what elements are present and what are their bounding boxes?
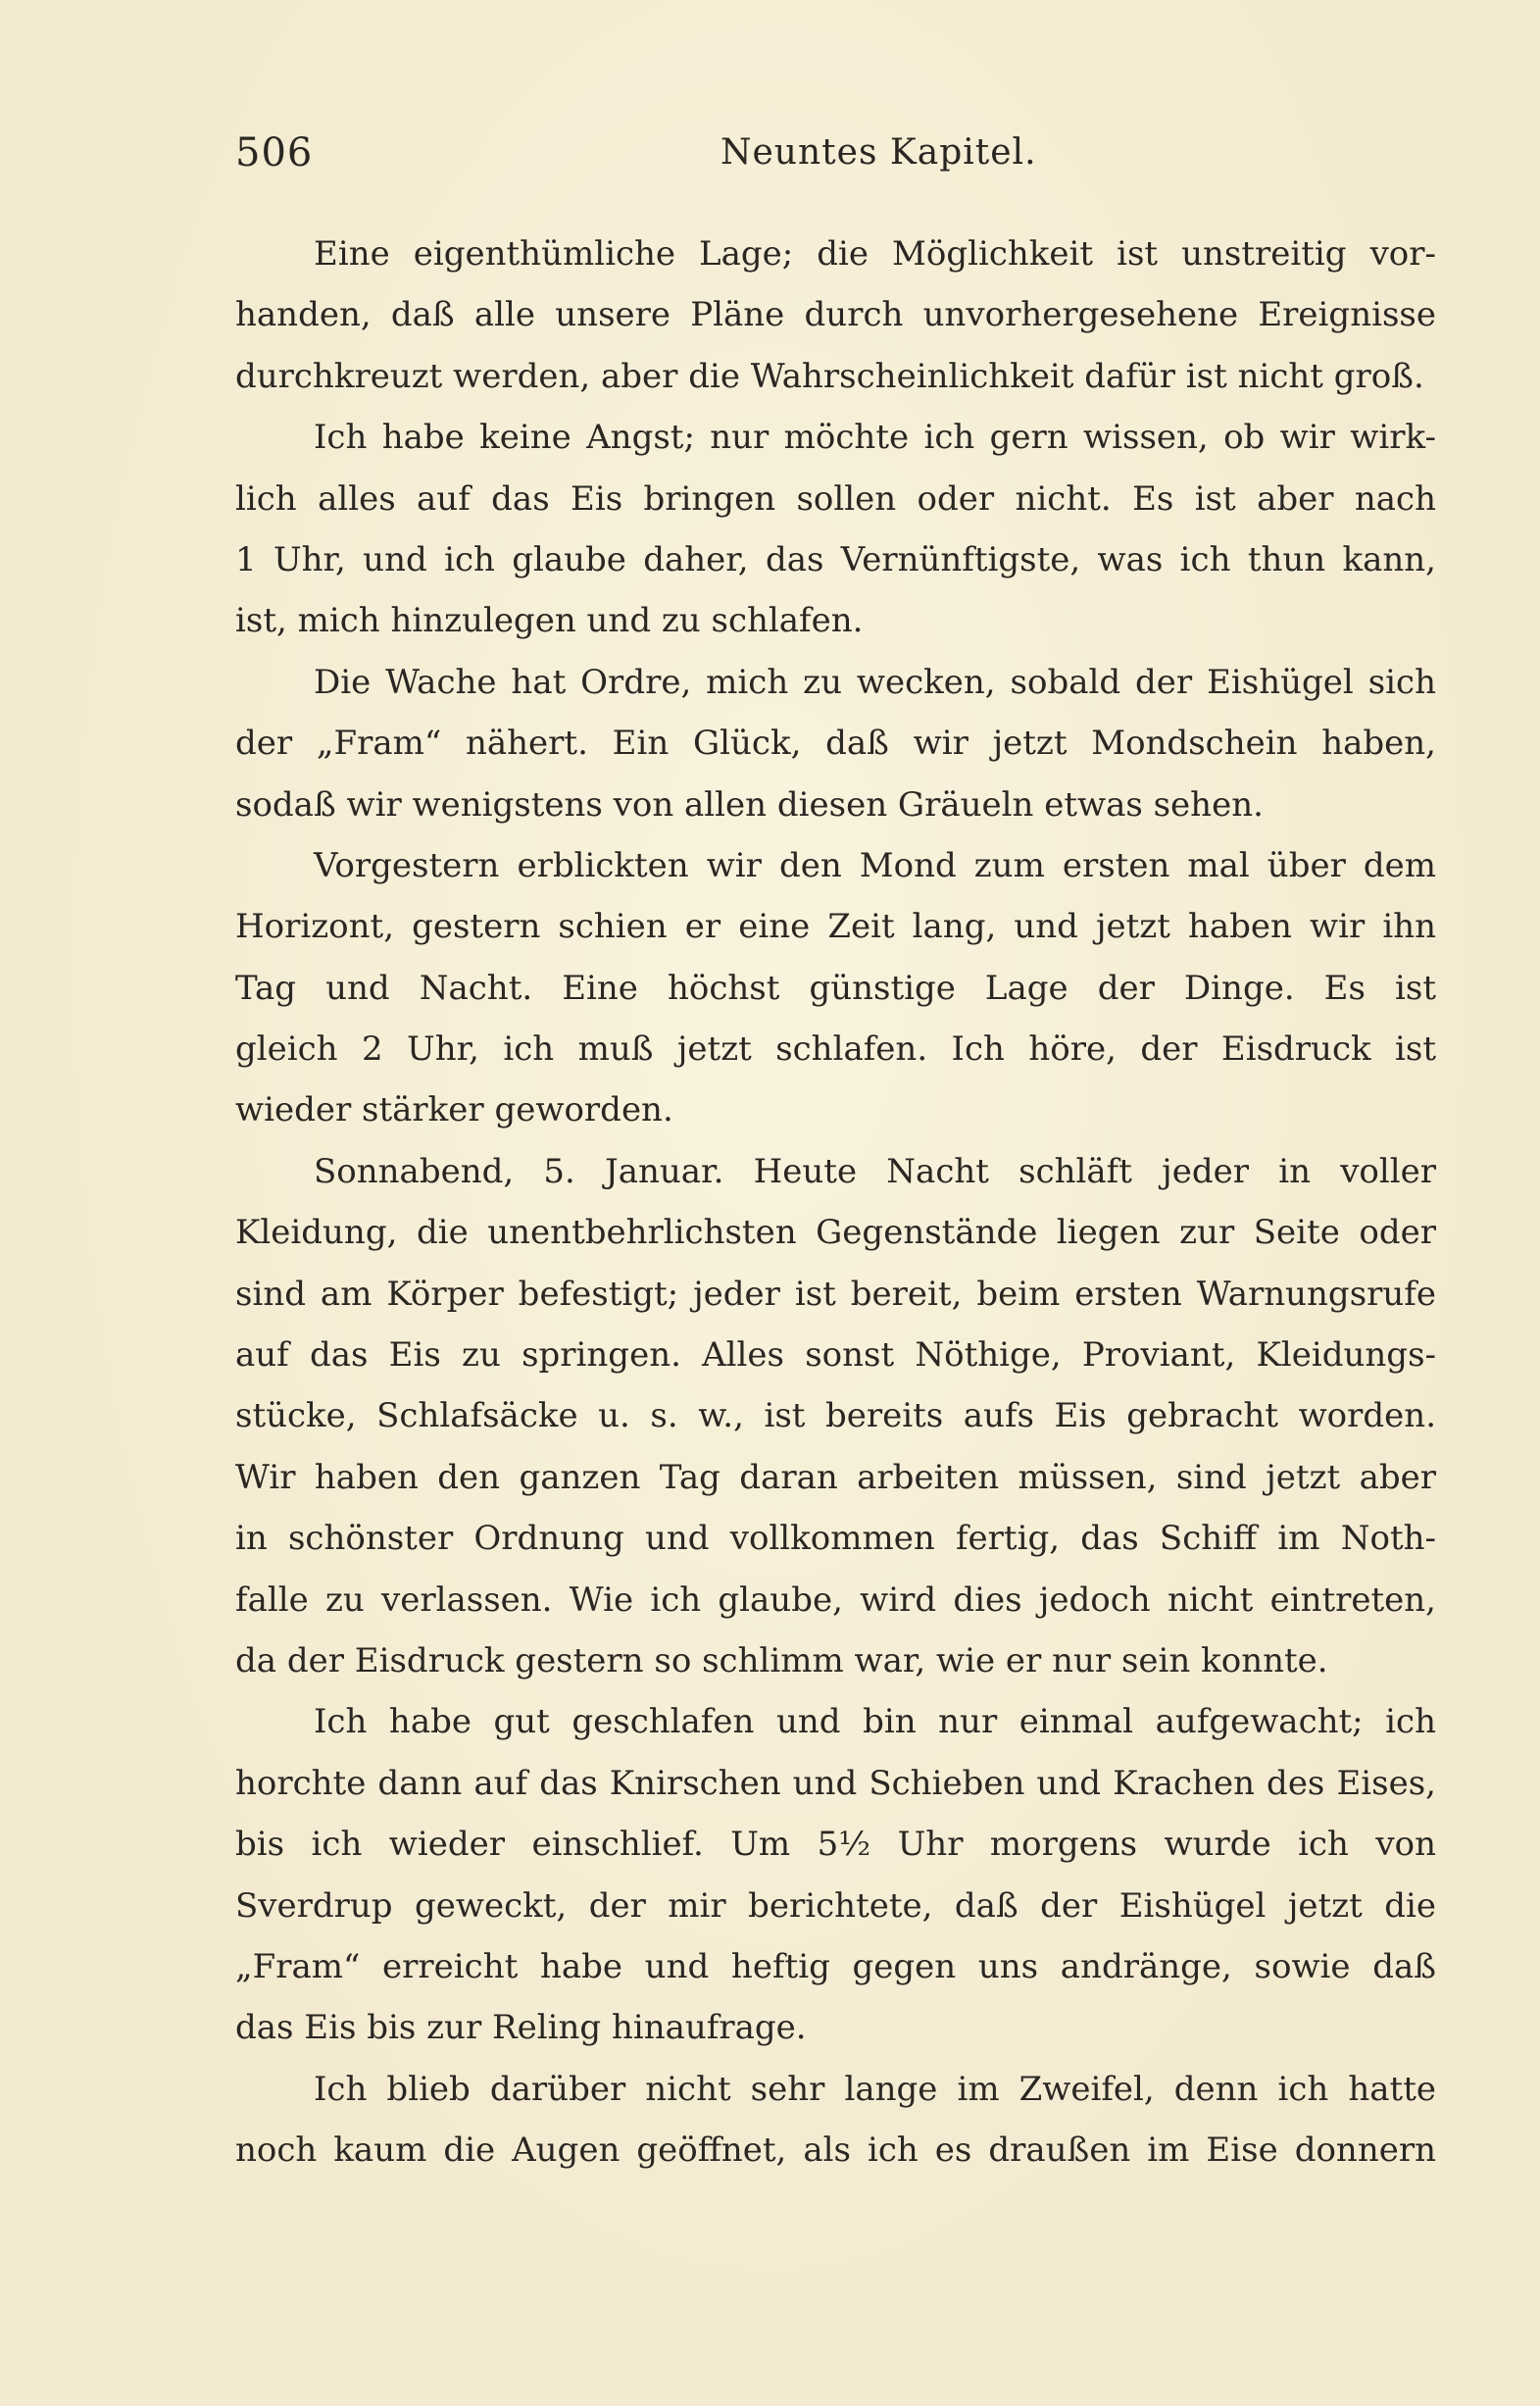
text-line: handen, daß alle unsere Pläne durch unvorhergesehene Ereignisse xyxy=(235,295,1436,335)
text-line: gleich 2 Uhr, ich muß jetzt schlafen. Ich höre, der Eisdruck ist xyxy=(235,1029,1436,1070)
text-line: falle zu verlassen. Wie ich glaube, wird dies jedoch nicht eintreten, xyxy=(235,1579,1436,1620)
text-line: ist, mich hinzulegen und zu schlafen. xyxy=(235,601,864,641)
text-line: bis ich wieder einschlief. Um 5½ Uhr morgens wurde ich von xyxy=(235,1825,1436,1865)
text-line: Kleidung, die unentbehrlichsten Gegenstände liegen zur Seite oder xyxy=(235,1213,1436,1253)
text-line: Vorgestern erblickten wir den Mond zum ersten mal über dem xyxy=(314,845,1436,885)
text-line: Wir haben den ganzen Tag daran arbeiten müssen, sind jetzt aber xyxy=(235,1457,1436,1497)
paragraph xyxy=(235,1141,1436,1692)
text-line: Tag und Nacht. Eine höchst günstige Lage der Dinge. Es ist xyxy=(235,968,1436,1008)
text-line: das Eis bis zur Reling hinaufrage. xyxy=(235,2008,807,2048)
text-line: noch kaum die Augen geöffnet, als ich es draußen im Eise donnern xyxy=(235,2130,1436,2171)
text-line: wieder stärker geworden. xyxy=(235,1090,673,1130)
text-line: „Fram“ erreicht habe und heftig gegen uns andränge, sowie daß xyxy=(235,1946,1436,1986)
paragraph xyxy=(235,1691,1436,2058)
text-line: Eine eigenthümliche Lage; die Möglichkeit ist unstreitig vor- xyxy=(314,234,1436,274)
text-line: Die Wache hat Ordre, mich zu wecken, sobald der Eishügel sich xyxy=(314,662,1436,702)
text-line: lich alles auf das Eis bringen sollen oder nicht. Es ist aber nach xyxy=(235,478,1436,519)
text-line: in schönster Ordnung und vollkommen fertig, das Schiff im Noth- xyxy=(235,1519,1436,1559)
text-line: Sverdrup geweckt, der mir berichtete, daß der Eishügel jetzt die xyxy=(235,1885,1436,1926)
text-line: Ich blieb darüber nicht sehr lange im Zweifel, denn ich hatte xyxy=(314,2069,1436,2109)
paragraph xyxy=(235,224,1436,407)
text-line: sodaß wir wenigstens von allen diesen Gräueln etwas sehen. xyxy=(235,784,1264,825)
paragraph xyxy=(235,652,1436,835)
text-line: Ich habe gut geschlafen und bin nur einmal aufgewacht; ich xyxy=(314,1702,1436,1742)
text-line: Ich habe keine Angst; nur möchte ich gern wissen, ob wir wirk- xyxy=(314,418,1436,458)
body-text xyxy=(235,224,1436,2181)
text-line: Horizont, gestern schien er eine Zeit lang, und jetzt haben wir ihn xyxy=(235,907,1436,947)
page-number: 506 xyxy=(235,130,314,175)
running-head: Neuntes Kapitel. xyxy=(720,132,1037,173)
text-line: sind am Körper befestigt; jeder ist bereit, beim ersten Warnungsrufe xyxy=(235,1274,1436,1314)
text-line: der „Fram“ nähert. Ein Glück, daß wir jetzt Mondschein haben, xyxy=(235,724,1436,764)
paragraph xyxy=(235,2059,1436,2181)
text-line: auf das Eis zu springen. Alles sonst Nöthige, Proviant, Kleidungs- xyxy=(235,1335,1436,1376)
text-line: horchte dann auf das Knirschen und Schieben und Krachen des Eises, xyxy=(235,1763,1436,1803)
paragraph xyxy=(235,407,1436,652)
text-line: durchkreuzt werden, aber die Wahrscheinlichkeit dafür ist nicht groß. xyxy=(235,356,1424,396)
text-line: da der Eisdruck gestern so schlimm war, wie er nur sein konnte. xyxy=(235,1640,1328,1680)
text-line: stücke, Schlafsäcke u. s. w., ist bereits aufs Eis gebracht worden. xyxy=(235,1396,1436,1436)
text-line: Sonnabend, 5. Januar. Heute Nacht schläft jeder in voller xyxy=(314,1151,1436,1191)
page-header xyxy=(235,125,1323,180)
paragraph xyxy=(235,835,1436,1141)
text-line: 1 Uhr, und ich glaube daher, das Vernünftigste, was ich thun kann, xyxy=(235,539,1436,579)
